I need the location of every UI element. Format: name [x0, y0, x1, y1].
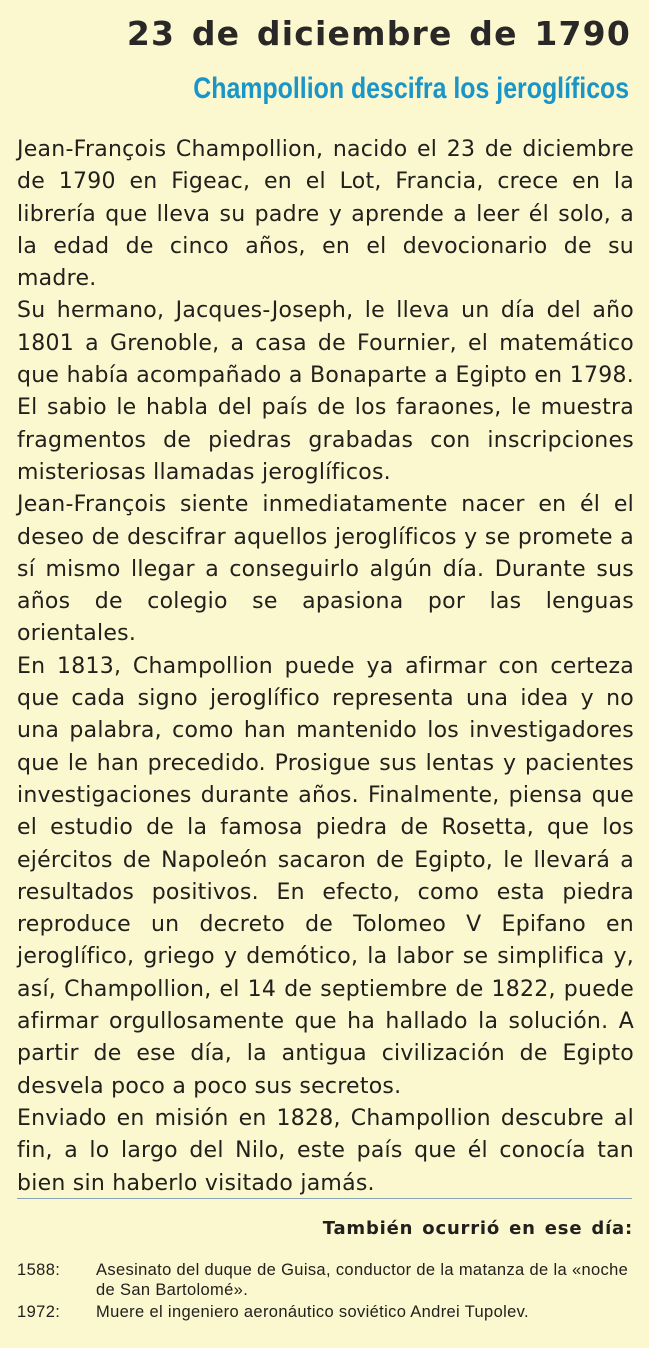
article-body: [17, 134, 634, 1200]
also-happened-heading: También ocurrió en ese día:: [322, 1218, 633, 1239]
event-year: 1972:: [17, 1303, 61, 1321]
article-subtitle: Champollion descifra los jeroglíficos: [193, 72, 629, 105]
paragraph: Jean-François siente inmediatamente nacer en él el deseo de descifrar aquellos jeroglíficos y se promete a sí mismo llegar a conseguirlo algún día. Durante sus años de colegio se apasiona por las lenguas orientales.: [17, 492, 634, 647]
divider: [17, 1198, 632, 1199]
events-list: [17, 1260, 637, 1324]
date-title: 23 de diciembre de 1790: [126, 14, 631, 53]
event-year: 1588:: [17, 1261, 61, 1279]
list-item: [17, 1302, 637, 1322]
list-item: [17, 1260, 637, 1300]
event-text: Asesinato del duque de Guisa, conductor de la matanza de la «noche de San Bartolomé».: [96, 1261, 629, 1299]
paragraph: Enviado en misión en 1828, Champollion descubre al fin, a lo largo del Nilo, este país que él conocía tan bien sin haberlo visitado jamás.: [17, 1105, 634, 1196]
paragraph: Jean-François Champollion, nacido el 23 de diciembre de 1790 en Figeac, en el Lot, Francia, crece en la librería que lleva su padre y aprende a leer él solo, a la edad de cinco años, en el devocionario de su madre.: [17, 137, 634, 292]
paragraph: Su hermano, Jacques-Joseph, le lleva un día del año 1801 a Grenoble, a casa de Fournier, el matemático que había acompañado a Bonaparte a Egipto en 1798. El sabio le habla del país de los faraones, le muestra fragmentos de piedras grabadas con inscripciones misteriosas llamadas jeroglíficos.: [17, 298, 634, 485]
event-text: Muere el ingeniero aeronáutico soviético Andrei Tupolev.: [96, 1303, 529, 1321]
paragraph: En 1813, Champollion puede ya afirmar con certeza que cada signo jeroglífico representa una idea y no una palabra, como han mantenido los investigadores que le han precedido. Prosigue sus lentas y pacientes investigaciones durante años. Finalmente, piensa que el estudio de la famosa piedra de Rosetta, que los ejércitos de Napoleón sacaron de Egipto, le llevará a resultados positivos. En efecto, como esta piedra reproduce un decreto de Tolomeo V Epifano en jeroglífico, griego y demótico, la labor se simplifica y, así, Champollion, el 14 de septiembre de 1822, puede afirmar orgullosamente que ha hallado la solución. A partir de ese día, la antigua civilización de Egipto desvela poco a poco sus secretos.: [17, 653, 634, 1099]
